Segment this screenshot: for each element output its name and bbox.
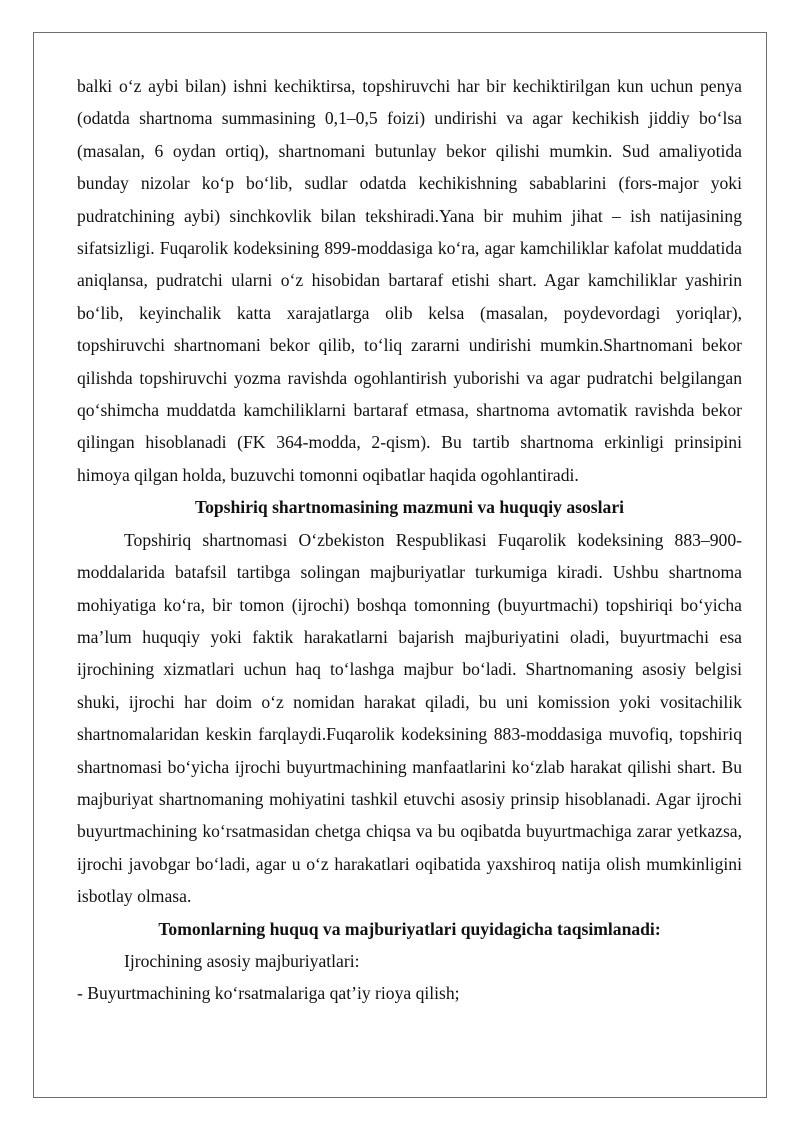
list-item: - Buyurtmachining ko‘rsatmalariga qat’iy rioya qilish; [77, 983, 460, 1004]
document-body [77, 70, 742, 1010]
paragraph-commission-contract: Topshiriq shartnomasi O‘zbekiston Respublikasi Fuqarolik kodeksining 883–900-moddalarida batafsil tartibga solingan majburiyatlar turkumiga kiradi. Ushbu shartnoma mohiyatiga ko‘ra, bir tomon (ijrochi) boshqa tomonning (buyurtmachi) topshiriqi bo‘yicha ma’lum huquqiy yoki faktik harakatlarni bajarish majburiyatini oladi, buyurtmachi esa ijrochining xizmatlari uchun haq to‘lashga majbur bo‘ladi. Shartnomaning asosiy belgisi shuki, ijrochi har doim o‘z nomidan harakat qiladi, bu uni komission yoki vositachilik shartnomalaridan keskin farqlaydi.Fuqarolik kodeksining 883-moddasiga muvofiq, topshiriq shartnomasi bo‘yicha ijrochi buyurtmachining manfaatlarini ko‘zlab harakat qilishi shart. Bu majburiyat shartnomaning mohiyatini tashkil etuvchi asosiy prinsip hisoblanadi. Agar ijrochi buyurtmachining ko‘rsatmasidan chetga chiqsa va bu oqibatda buyurtmachiga zarar yetkazsa, ijrochi javobgar bo‘ladi, agar u o‘z harakatlari oqibatida yaxshiroq natija olish mumkinligini isbotlay olmasa. [77, 529, 742, 907]
paragraph-executor-obligations-intro: Ijrochining asosiy majburiyatlari: [124, 950, 360, 971]
section-heading-commission-contract: Topshiriq shartnomasining mazmuni va huquqiy asoslari [194, 497, 625, 518]
section-heading-rights-obligations: Tomonlarning huquq va majburiyatlari quyidagicha taqsimlanadi: [158, 918, 661, 939]
paragraph-contract-breach: balki o‘z aybi bilan) ishni kechiktirsa, topshiruvchi har bir kechiktirilgan kun uchun penya (odatda shartnoma summasining 0,1–0,5 foizi) undirishi va agar kechikish jiddiy bo‘lsa (masalan, 6 oydan ortiq), shartnomani butunlay bekor qilishi mumkin. Sud amaliyotida bunday nizolar ko‘p bo‘lib, sudlar odatda kechikishning sabablarini (fors-major yoki pudratchining aybi) sinchkovlik bilan tekshiradi.Yana bir muhim jihat – ish natijasining sifatsizligi. Fuqarolik kodeksining 899-moddasiga ko‘ra, agar kamchiliklar kafolat muddatida aniqlansa, pudratchi ularni o‘z hisobidan bartaraf etishi shart. Agar kamchiliklar yashirin bo‘lib, keyinchalik katta xarajatlarga olib kelsa (masalan, poydevordagi yoriqlar), topshiruvchi shartnomani bekor qilib, to‘liq zararni undirishi mumkin.Shartnomani bekor qilishda topshiruvchi yozma ravishda ogohlantirish yuborishi va agar pudratchi belgilangan qo‘shimcha muddatda kamchiliklarni bartaraf etmasa, shartnoma avtomatik ravishda bekor qilingan hisoblanadi (FK 364-modda, 2-qism). Bu tartib shartnoma erkinligi prinsipini himoya qilgan holda, buzuvchi tomonni oqibatlar haqida ogohlantiradi. [77, 76, 742, 485]
